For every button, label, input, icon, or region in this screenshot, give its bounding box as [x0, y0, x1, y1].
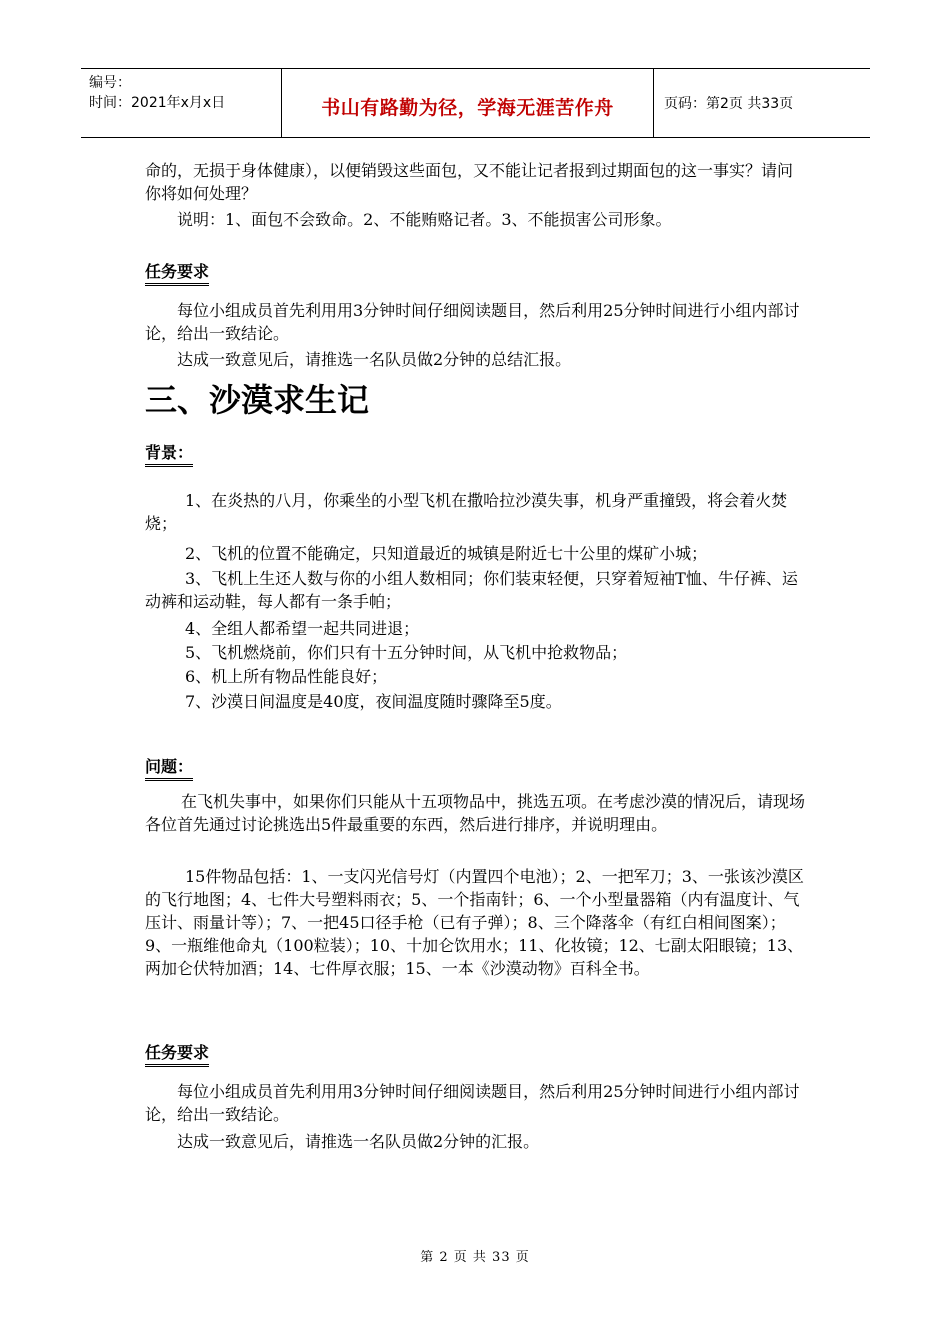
task-heading-1	[145, 259, 209, 288]
question-paragraph: 在飞机失事中，如果你们只能从十五项物品中，挑选五项。在考虑沙漠的情况后，请现场各位首先通过讨论挑选出5件最重要的东西，然后进行排序，并说明理由。	[145, 792, 806, 834]
task1-paragraph-1: 每位小组成员首先利用用3分钟时间仔细阅读题目，然后利用25分钟时间进行小组内部讨论，给出一致结论。	[145, 301, 800, 343]
header-page-cell	[654, 69, 870, 137]
background-item-5: 5、飞机燃烧前，你们只有十五分钟时间，从飞机中抢救物品；	[185, 643, 628, 662]
background-heading-text: 背景：	[145, 440, 193, 467]
items-list-paragraph: 15件物品包括：1、一支闪光信号灯（内置四个电池）；2、一把军刀；3、一张该沙漠区的飞行地图；4、七件大号塑料雨衣；5、一个指南针；6、一个小型量器箱（内有温度计、气压计、雨量计等）；7、一把45口径手枪（已有子弹）；8、三个降落伞（有红白相间图案）；9、一瓶维他命丸（100粒装）；10、十加仑饮用水；11、化妆镜；12、七副太阳眼镜；13、两加仑伏特加酒；14、七件厚衣服；15、一本《沙漠动物》百科全书。	[145, 867, 804, 978]
background-heading	[145, 440, 193, 469]
background-item-4: 4、全组人都希望一起共同进退；	[185, 619, 420, 638]
header-meta-cell	[81, 69, 282, 137]
intro-paragraph: 命的，无损于身体健康），以便销毁这些面包，又不能让记者报到过期面包的这一事实？请问你将如何处理？	[145, 161, 794, 203]
task-heading-2-text: 任务要求	[145, 1040, 209, 1067]
task-heading-2	[145, 1040, 209, 1069]
task2-paragraph-1: 每位小组成员首先利用用3分钟时间仔细阅读题目，然后利用25分钟时间进行小组内部讨论，给出一致结论。	[145, 1082, 800, 1124]
intro-note: 说明：1、面包不会致命。2、不能贿赂记者。3、不能损害公司形象。	[177, 210, 672, 229]
background-item-6: 6、机上所有物品性能良好；	[185, 667, 388, 686]
date-label: 时间：2021年x月x日	[89, 95, 226, 111]
background-item-2: 2、飞机的位置不能确定，只知道最近的城镇是附近七十公里的煤矿小城；	[185, 544, 708, 563]
question-heading-text: 问题：	[145, 754, 193, 781]
task-heading-1-text: 任务要求	[145, 259, 209, 286]
header-motto-cell	[282, 69, 654, 137]
number-label: 编号：	[89, 75, 131, 91]
background-item-1: 1、在炎热的八月，你乘坐的小型飞机在撒哈拉沙漠失事，机身严重撞毁，将会着火焚烧；	[145, 491, 788, 533]
background-item-7: 7、沙漠日间温度是40度，夜间温度随时骤降至5度。	[185, 692, 562, 711]
section-title: 三、沙漠求生记	[145, 381, 370, 419]
page-header	[81, 68, 870, 138]
task1-paragraph-2: 达成一致意见后，请推选一名队员做2分钟的总结汇报。	[177, 350, 572, 369]
task2-paragraph-2: 达成一致意见后，请推选一名队员做2分钟的汇报。	[177, 1132, 540, 1151]
background-item-3: 3、飞机上生还人数与你的小组人数相同；你们装束轻便，只穿着短袖T恤、牛仔裤、运动裤和运动鞋，每人都有一条手帕；	[145, 569, 798, 611]
header-page-label: 页码：第2页 共33页	[664, 96, 794, 112]
motto: 书山有路勤为径，学海无涯苦作舟	[321, 97, 614, 119]
page-footer: 第 2 页 共 33 页	[420, 1250, 530, 1265]
question-heading	[145, 754, 193, 783]
